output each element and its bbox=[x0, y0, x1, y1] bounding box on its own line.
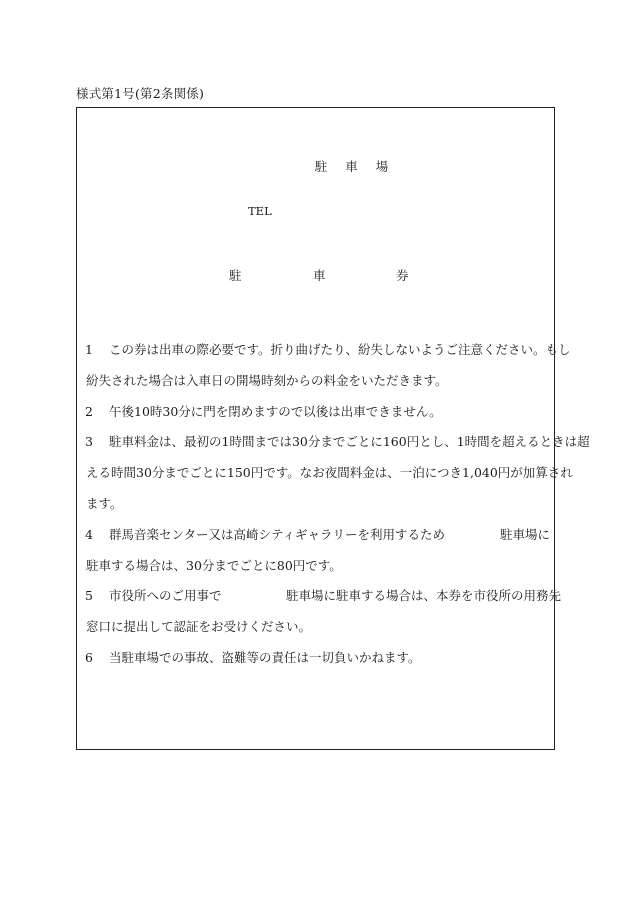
clause-line: 駐車する場合は、30分までごとに80円です。 bbox=[86, 558, 342, 573]
parking-name-char: 場 bbox=[375, 159, 389, 174]
clause-line: 群馬音楽センター又は高崎シティギャラリーを利用するため bbox=[109, 527, 446, 542]
clause-line: 駐車場に bbox=[500, 527, 551, 542]
ticket-title-char: 車 bbox=[313, 268, 326, 283]
parking-lot-name bbox=[77, 157, 554, 175]
ticket-title-char: 券 bbox=[396, 268, 409, 283]
parking-name-char: 駐 bbox=[314, 159, 328, 174]
clause-line: ます。 bbox=[86, 496, 123, 511]
clause-line: 午後10時30分に門を閉めますので以後は出車できません。 bbox=[109, 404, 442, 419]
ticket-title-char: 駐 bbox=[229, 268, 242, 283]
clause-number: 4 bbox=[85, 527, 93, 542]
clause-number: 1 bbox=[85, 342, 93, 357]
clause-number: 5 bbox=[85, 588, 93, 603]
clause-line: 駐車場に駐車する場合は、本券を市役所の用務先 bbox=[286, 588, 562, 603]
clause-line: える時間30分までごとに150円です。なお夜間料金は、一泊につき1,040円が加算され bbox=[86, 465, 573, 480]
clause-line: 紛失された場合は入車日の開場時刻からの料金をいただきます。 bbox=[86, 373, 448, 388]
form-number-label: 様式第1号(第2条関係) bbox=[76, 86, 205, 101]
tel-label: TEL bbox=[248, 204, 272, 218]
clause-line: 市役所へのご用事で bbox=[109, 588, 222, 603]
clause-line: 窓口に提出して認証をお受けください。 bbox=[86, 619, 312, 634]
clause-line: 当駐車場での事故、盗難等の責任は一切負いかねます。 bbox=[109, 650, 421, 665]
clause-line: この券は出車の際必要です。折り曲げたり、紛失しないようご注意ください。もし bbox=[109, 342, 571, 357]
clause-number: 2 bbox=[85, 404, 93, 419]
clause-number: 3 bbox=[85, 434, 93, 449]
clause-line: 駐車料金は、最初の1時間までは30分までごとに160円とし、1時間を超えるときは超 bbox=[109, 434, 590, 449]
parking-ticket-box bbox=[76, 107, 590, 750]
parking-name-char: 車 bbox=[345, 159, 358, 174]
clause-number: 6 bbox=[85, 650, 93, 665]
